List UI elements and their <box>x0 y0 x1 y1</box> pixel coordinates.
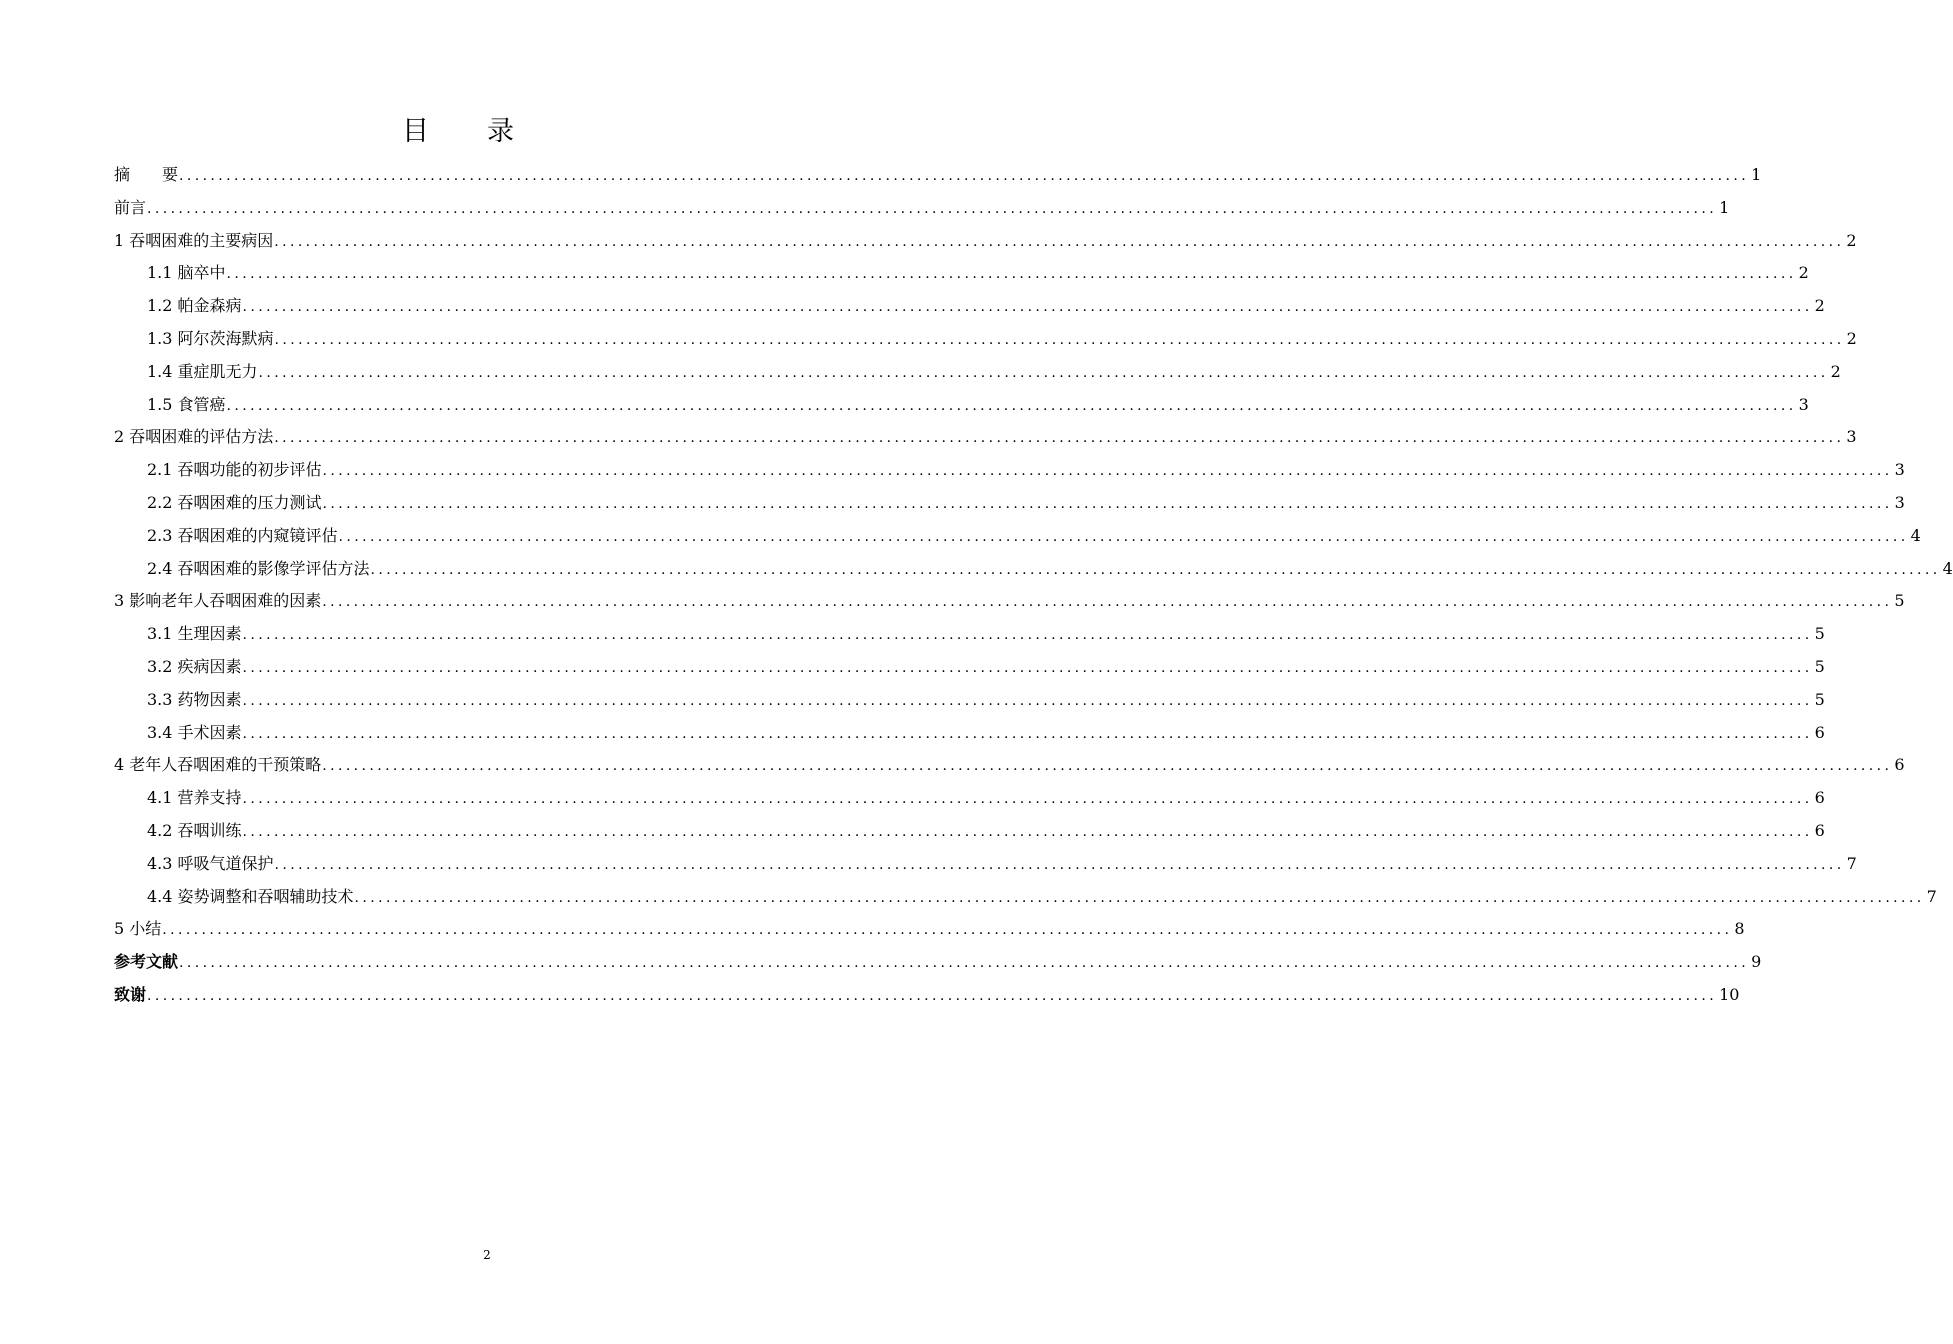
toc-entry-page-number: 5 <box>1814 624 1825 644</box>
toc-entry-label: 3.1 生理因素 <box>147 624 242 644</box>
toc-entry-page-number: 2 <box>1798 263 1809 283</box>
toc-leader-dots: ........................................................................................................................................................................................................ <box>147 200 1718 217</box>
toc-leader-dots: ........................................................................................................................................................................................................ <box>322 594 1893 611</box>
toc-entry[interactable] <box>114 684 1825 717</box>
toc-entry[interactable] <box>114 585 1905 618</box>
toc-leader-dots: ........................................................................................................................................................................................................ <box>242 659 1813 676</box>
toc-entry[interactable] <box>114 290 1825 323</box>
toc-entry-label: 4.4 姿势调整和吞咽辅助技术 <box>147 886 354 906</box>
toc-entry[interactable] <box>114 389 1809 422</box>
toc-leader-dots: ........................................................................................................................................................................................................ <box>370 561 1941 578</box>
toc-entry-page-number: 5 <box>1814 656 1825 676</box>
toc-leader-dots: ........................................................................................................................................................................................................ <box>274 233 1845 250</box>
toc-leader-dots: ........................................................................................................................................................................................................ <box>242 725 1813 742</box>
toc-entry[interactable] <box>114 815 1825 848</box>
toc-entry-label: 1.2 帕金森病 <box>147 296 242 316</box>
toc-entry-page-number: 3 <box>1798 394 1809 414</box>
toc-leader-dots: ........................................................................................................................................................................................................ <box>242 791 1813 808</box>
toc-leader-dots: ........................................................................................................................................................................................................ <box>258 364 1829 381</box>
toc-entry-label: 1 吞咽困难的主要病因 <box>114 230 274 250</box>
toc-leader-dots: ........................................................................................................................................................................................................ <box>338 528 1909 545</box>
toc-entry-page-number: 9 <box>1751 952 1762 972</box>
toc-entry-label: 2.4 吞咽困难的影像学评估方法 <box>147 558 370 578</box>
toc-entry-label: 2.3 吞咽困难的内窥镜评估 <box>147 525 338 545</box>
toc-leader-dots: ........................................................................................................................................................................................................ <box>274 430 1845 447</box>
toc-entry-label: 2 吞咽困难的评估方法 <box>114 427 274 447</box>
page-title: 目录 <box>402 116 572 147</box>
toc-leader-dots: ........................................................................................................................................................................................................ <box>242 823 1813 840</box>
toc-entry[interactable] <box>114 520 1921 553</box>
toc-entry-label: 摘 要 <box>114 165 179 184</box>
toc-entry[interactable] <box>114 881 1937 914</box>
toc-leader-dots: ........................................................................................................................................................................................................ <box>322 758 1893 775</box>
toc-entry-page-number: 2 <box>1846 230 1857 250</box>
toc-leader-dots: ........................................................................................................................................................................................................ <box>179 955 1750 972</box>
toc-entry-page-number: 2 <box>1846 328 1857 348</box>
toc-entry-label: 3 影响老年人吞咽困难的因素 <box>114 591 322 611</box>
toc-entry[interactable] <box>114 421 1857 454</box>
toc-entry-label: 4 老年人吞咽困难的干预策略 <box>114 755 322 775</box>
toc-leader-dots: ........................................................................................................................................................................................................ <box>242 299 1813 316</box>
toc-entry[interactable] <box>114 356 1841 389</box>
toc-entry[interactable] <box>114 323 1857 356</box>
toc-entry-label: 2.2 吞咽困难的压力测试 <box>147 492 322 512</box>
toc-entry[interactable] <box>114 946 1762 979</box>
toc-leader-dots: ........................................................................................................................................................................................................ <box>242 627 1813 644</box>
toc-entry[interactable] <box>114 192 1730 225</box>
toc-entry[interactable] <box>114 225 1857 258</box>
toc-entry-label: 3.2 疾病因素 <box>147 656 242 676</box>
toc-leader-dots: ........................................................................................................................................................................................................ <box>226 266 1797 283</box>
toc-entry-page-number: 3 <box>1894 460 1905 480</box>
table-of-contents <box>114 159 1953 1012</box>
toc-entry[interactable] <box>114 159 1762 192</box>
toc-entry-page-number: 3 <box>1894 492 1905 512</box>
toc-entry[interactable] <box>114 979 1740 1012</box>
page-number: 2 <box>483 1248 491 1262</box>
toc-leader-dots: ........................................................................................................................................................................................................ <box>274 331 1845 348</box>
toc-leader-dots: ........................................................................................................................................................................................................ <box>322 495 1893 512</box>
toc-leader-dots: ........................................................................................................................................................................................................ <box>147 987 1718 1004</box>
toc-entry-page-number: 4 <box>1910 525 1921 545</box>
toc-entry[interactable] <box>114 717 1825 750</box>
toc-entry[interactable] <box>114 651 1825 684</box>
toc-entry-label: 参考文献 <box>114 952 179 972</box>
toc-entry-label: 4.2 吞咽训练 <box>147 820 242 840</box>
toc-entry-page-number: 5 <box>1894 591 1905 611</box>
toc-entry[interactable] <box>114 749 1905 782</box>
toc-entry-label: 4.3 呼吸气道保护 <box>147 853 274 873</box>
toc-entry-page-number: 2 <box>1814 296 1825 316</box>
toc-entry-page-number: 3 <box>1846 427 1857 447</box>
toc-entry-page-number: 6 <box>1814 788 1825 808</box>
toc-leader-dots: ........................................................................................................................................................................................................ <box>354 889 1925 906</box>
toc-entry[interactable] <box>114 487 1905 520</box>
toc-leader-dots: ........................................................................................................................................................................................................ <box>226 397 1797 414</box>
toc-entry-page-number: 1 <box>1719 197 1730 217</box>
toc-entry-label: 4.1 营养支持 <box>147 788 242 808</box>
toc-entry-page-number: 6 <box>1894 755 1905 775</box>
toc-entry-page-number: 7 <box>1926 886 1937 906</box>
toc-entry[interactable] <box>114 782 1825 815</box>
toc-entry-page-number: 10 <box>1719 984 1740 1004</box>
toc-entry-list <box>114 159 1953 1012</box>
toc-entry[interactable] <box>114 848 1857 881</box>
toc-entry[interactable] <box>114 913 1745 946</box>
toc-leader-dots: ........................................................................................................................................................................................................ <box>242 692 1813 709</box>
toc-entry-page-number: 6 <box>1814 820 1825 840</box>
toc-entry-page-number: 5 <box>1814 689 1825 709</box>
toc-entry-page-number: 4 <box>1942 558 1953 578</box>
toc-entry[interactable] <box>114 454 1905 487</box>
toc-entry-label: 2.1 吞咽功能的初步评估 <box>147 460 322 480</box>
toc-entry-label: 1.4 重症肌无力 <box>147 361 258 381</box>
toc-leader-dots: ........................................................................................................................................................................................................ <box>162 922 1733 939</box>
toc-leader-dots: ........................................................................................................................................................................................................ <box>179 168 1750 184</box>
toc-entry-label: 1.5 食管癌 <box>147 394 226 414</box>
toc-entry[interactable] <box>114 618 1825 651</box>
toc-entry-label: 1.1 脑卒中 <box>147 263 226 283</box>
toc-entry-page-number: 6 <box>1814 722 1825 742</box>
toc-leader-dots: ........................................................................................................................................................................................................ <box>322 463 1893 480</box>
toc-entry-label: 3.3 药物因素 <box>147 689 242 709</box>
toc-entry[interactable] <box>114 553 1953 586</box>
toc-entry-label: 3.4 手术因素 <box>147 722 242 742</box>
toc-leader-dots: ........................................................................................................................................................................................................ <box>274 856 1845 873</box>
toc-entry-label: 致谢 <box>114 984 147 1004</box>
toc-entry-page-number: 7 <box>1846 853 1857 873</box>
toc-entry-label: 前言 <box>114 197 147 217</box>
toc-entry-label: 1.3 阿尔茨海默病 <box>147 328 274 348</box>
toc-entry[interactable] <box>114 257 1809 290</box>
toc-entry-page-number: 8 <box>1734 919 1745 939</box>
toc-entry-label: 5 小结 <box>114 919 162 939</box>
toc-entry-page-number: 2 <box>1830 361 1841 381</box>
toc-entry-page-number: 1 <box>1751 165 1762 184</box>
